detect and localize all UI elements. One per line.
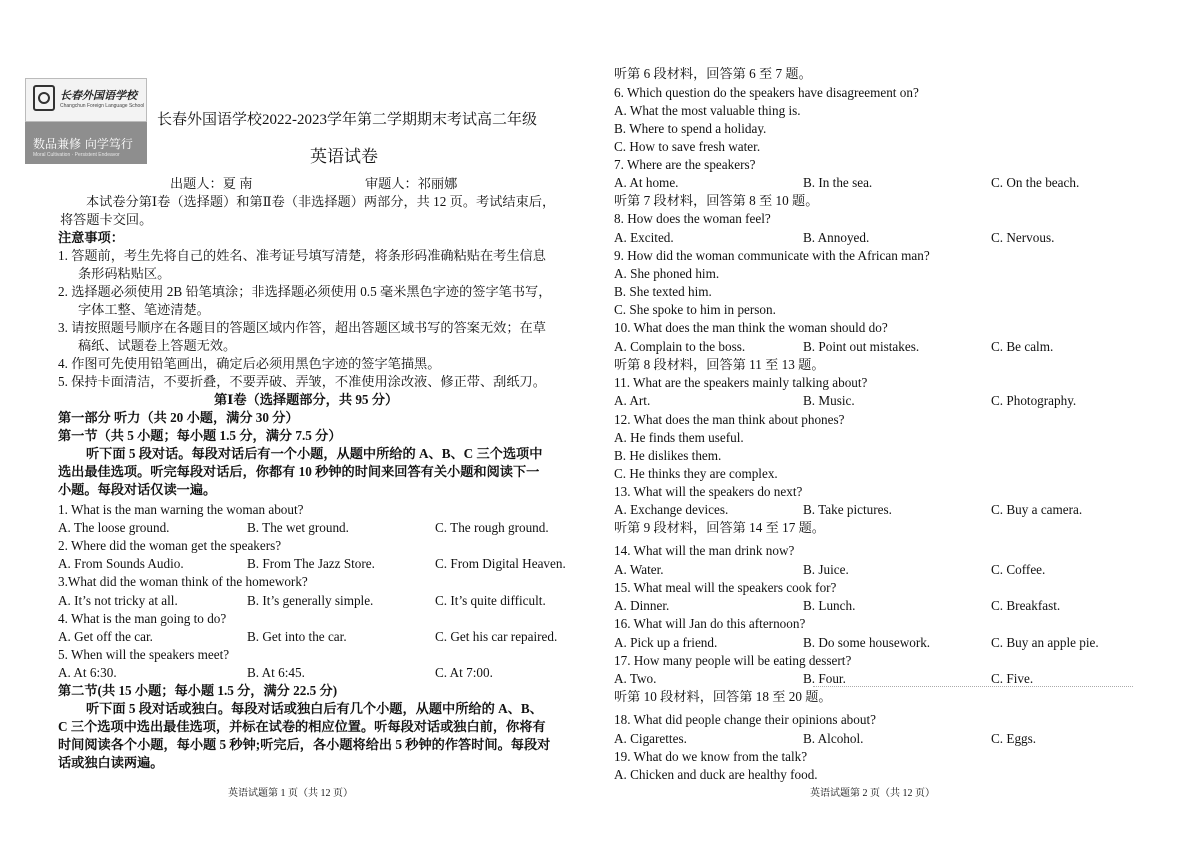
option-c: C. On the beach.	[991, 175, 1080, 190]
option-c: C. Be calm.	[991, 339, 1054, 354]
question-text: 4. What is the man going to do?	[58, 611, 227, 626]
note-line: 稿纸、试题卷上答题无效。	[78, 338, 237, 353]
option-c: C. It’s quite difficult.	[435, 593, 546, 608]
option-c: C. Buy an apple pie.	[991, 635, 1099, 650]
option-a: A. Complain to the boss.	[614, 339, 746, 354]
option-c: C. Coffee.	[991, 562, 1046, 577]
option-b: B. Take pictures.	[803, 502, 892, 517]
option-a: A. Chicken and duck are healthy food.	[614, 767, 818, 782]
question-text: 13. What will the speakers do next?	[614, 484, 803, 499]
option-a: A. The loose ground.	[58, 520, 170, 535]
option-a: A. At home.	[614, 175, 679, 190]
option-a: A. Excited.	[614, 230, 674, 245]
question-text: 1. What is the man warning the woman about?	[58, 502, 304, 517]
note-line: 字体工整、笔迹清楚。	[78, 302, 210, 317]
school-seal-icon	[33, 85, 55, 111]
option-b: B. She texted him.	[614, 284, 712, 299]
section-2-instruction: 时间阅读各个小题，每小题 5 秒钟;听完后，各小题将给出 5 秒钟的作答时间。每段对	[58, 737, 551, 752]
option-a: A. He finds them useful.	[614, 430, 744, 445]
section-1-instruction: 听下面 5 段对话。每段对话后有一个小题，从题中所给的 A、B、C 三个选项中	[86, 446, 543, 461]
question-text: 14. What will the man drink now?	[614, 543, 795, 558]
question-text: 18. What did people change their opinions about?	[614, 712, 876, 727]
reviewer-line: 审题人：祁丽娜	[365, 176, 458, 191]
logo-title: 长春外国语学校	[60, 90, 137, 102]
section-1-instruction: 选出最佳选项。听完每段对话后，你都有 10 秒钟的时间来回答有关小题和阅读下一	[58, 464, 540, 479]
option-b: B. Annoyed.	[803, 230, 870, 245]
segment-heading: 听第 8 段材料，回答第 11 至 13 题。	[614, 357, 825, 372]
option-b: B. The wet ground.	[247, 520, 349, 535]
option-a: A. Art.	[614, 393, 651, 408]
option-a: A. She phoned him.	[614, 266, 720, 281]
option-c: C. Nervous.	[991, 230, 1055, 245]
dotted-divider	[813, 686, 1133, 687]
logo-banner	[25, 78, 147, 122]
option-a: A. At 6:30.	[58, 665, 117, 680]
option-a: A. Cigarettes.	[614, 731, 687, 746]
option-c: C. She spoke to him in person.	[614, 302, 776, 317]
intro-line-2: 将答题卡交回。	[60, 212, 153, 227]
logo-subtitle: Changchun Foreign Language School	[60, 103, 145, 109]
option-b: B. Point out mistakes.	[803, 339, 920, 354]
page-footer-left: 英语试题第 1 页（共 12 页）	[228, 788, 353, 799]
segment-heading: 听第 6 段材料，回答第 6 至 7 题。	[614, 66, 812, 81]
exam-title: 长春外国语学校2022-2023学年第二学期期末考试高二年级	[157, 112, 537, 128]
question-text: 6. Which question do the speakers have disagreement on?	[614, 85, 919, 100]
question-text: 3.What did the woman think of the homework?	[58, 574, 308, 589]
section-2-instruction: 听下面 5 段对话或独白。每段对话或独白后有几个小题，从题中所给的 A、B、	[86, 701, 543, 716]
option-a: A. It’s not tricky at all.	[58, 593, 178, 608]
segment-heading: 听第 7 段材料，回答第 8 至 10 题。	[614, 193, 819, 208]
logo-motto-en: Moral Cultivation · Persistent Endeavor	[33, 152, 120, 158]
author-line: 出题人：夏 南	[170, 176, 253, 191]
option-b: B. Juice.	[803, 562, 849, 577]
section-2-heading: 第二节(共 15 小题；每小题 1.5 分，满分 22.5 分)	[58, 683, 338, 698]
option-b: B. Music.	[803, 393, 855, 408]
option-c: C. Get his car repaired.	[435, 629, 558, 644]
question-text: 2. Where did the woman get the speakers?	[58, 538, 282, 553]
question-text: 11. What are the speakers mainly talking about?	[614, 375, 868, 390]
option-a: A. Two.	[614, 671, 657, 686]
question-text: 19. What do we know from the talk?	[614, 749, 808, 764]
question-text: 5. When will the speakers meet?	[58, 647, 230, 662]
option-c: C. At 7:00.	[435, 665, 493, 680]
option-b: B. It’s generally simple.	[247, 593, 374, 608]
school-logo	[25, 78, 147, 164]
note-line: 4. 作图可先使用铅笔画出，确定后必须用黑色字迹的签字笔描黑。	[58, 356, 441, 371]
segment-heading: 听第 10 段材料，回答第 18 至 20 题。	[614, 689, 832, 704]
section-1-heading: 第一节（共 5 小题；每小题 1.5 分，满分 7.5 分）	[58, 428, 342, 443]
question-text: 8. How does the woman feel?	[614, 211, 771, 226]
option-b: B. Alcohol.	[803, 731, 864, 746]
part-1-heading: 第一部分 听力（共 20 小题，满分 30 分）	[58, 410, 299, 425]
subject-title: 英语试卷	[310, 147, 378, 166]
question-text: 7. Where are the speakers?	[614, 157, 756, 172]
option-b: B. In the sea.	[803, 175, 873, 190]
question-text: 17. How many people will be eating dessert?	[614, 653, 852, 668]
option-b: B. Get into the car.	[247, 629, 347, 644]
option-a: A. Exchange devices.	[614, 502, 729, 517]
option-a: A. Dinner.	[614, 598, 670, 613]
note-line: 2. 选择题必须使用 2B 铅笔填涂；非选择题必须使用 0.5 毫米黑色字迹的签字笔书写，	[58, 284, 552, 299]
question-text: 12. What does the man think about phones?	[614, 412, 845, 427]
option-b: B. He dislikes them.	[614, 448, 722, 463]
option-c: C. Eggs.	[991, 731, 1037, 746]
page-footer-right: 英语试题第 2 页（共 12 页）	[810, 788, 935, 799]
volume-1-heading: 第Ⅰ卷（选择题部分，共 95 分）	[214, 392, 399, 407]
option-a: A. What the most valuable thing is.	[614, 103, 801, 118]
option-a: A. From Sounds Audio.	[58, 556, 184, 571]
segment-heading: 听第 9 段材料，回答第 14 至 17 题。	[614, 520, 825, 535]
option-c: C. He thinks they are complex.	[614, 466, 778, 481]
note-line: 条形码粘贴区。	[78, 266, 171, 281]
option-b: B. At 6:45.	[247, 665, 305, 680]
option-a: A. Water.	[614, 562, 664, 577]
notes-heading: 注意事项：	[58, 230, 124, 245]
option-a: A. Pick up a friend.	[614, 635, 718, 650]
question-text: 10. What does the man think the woman should do?	[614, 320, 888, 335]
option-c: C. How to save fresh water.	[614, 139, 761, 154]
option-a: A. Get off the car.	[58, 629, 153, 644]
question-text: 9. How did the woman communicate with the African man?	[614, 248, 930, 263]
logo-motto: 数品兼修 向学笃行	[33, 137, 133, 151]
question-text: 16. What will Jan do this afternoon?	[614, 616, 806, 631]
option-b: B. Lunch.	[803, 598, 856, 613]
option-c: C. Five.	[991, 671, 1034, 686]
section-2-instruction: C 三个选项中选出最佳选项，并标在试卷的相应位置。听每段对话或独白前，你将有	[58, 719, 546, 734]
option-b: B. From The Jazz Store.	[247, 556, 375, 571]
note-line: 1. 答题前，考生先将自己的姓名、准考证号填写清楚，将条形码准确粘贴在考生信息	[58, 248, 546, 263]
option-b: B. Where to spend a holiday.	[614, 121, 767, 136]
question-text: 15. What meal will the speakers cook for?	[614, 580, 837, 595]
option-c: C. Breakfast.	[991, 598, 1061, 613]
note-line: 3. 请按照题号顺序在各题目的答题区域内作答，超出答题区域书写的答案无效；在草	[58, 320, 546, 335]
section-2-instruction: 话或独白读两遍。	[58, 755, 164, 770]
note-line: 5. 保持卡面清洁，不要折叠，不要弄破、弄皱，不准使用涂改液、修正带、刮纸刀。	[58, 374, 546, 389]
section-1-instruction: 小题。每段对话仅读一遍。	[58, 482, 217, 497]
option-c: C. From Digital Heaven.	[435, 556, 566, 571]
option-c: C. Buy a camera.	[991, 502, 1083, 517]
intro-line-1: 本试卷分第Ⅰ卷（选择题）和第Ⅱ卷（非选择题）两部分，共 12 页。考试结束后，	[86, 194, 556, 209]
option-c: C. The rough ground.	[435, 520, 549, 535]
option-c: C. Photography.	[991, 393, 1077, 408]
option-b: B. Four.	[803, 671, 846, 686]
option-b: B. Do some housework.	[803, 635, 931, 650]
